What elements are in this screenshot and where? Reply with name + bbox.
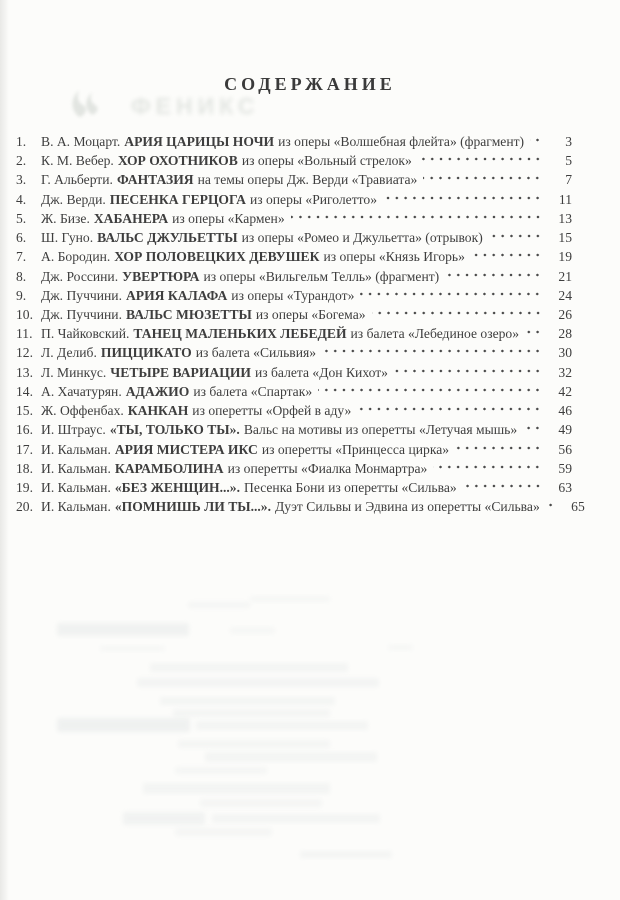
toc-entry	[16, 305, 572, 324]
entry-number: 16.	[16, 422, 33, 438]
dot-leader	[546, 501, 556, 511]
toc-entry	[16, 343, 572, 362]
entry-author: П. Чайковский.	[41, 326, 130, 342]
entry-text	[41, 228, 483, 247]
dot-leader	[360, 290, 543, 300]
entry-text	[41, 247, 465, 266]
entry-number: 11.	[16, 326, 33, 342]
entry-description: Дуэт Сильвы и Эдвина из оперетты «Сильва»	[275, 499, 540, 515]
entry-page-number: 32	[558, 364, 572, 380]
entry-piece-title: ЧЕТЫРЕ ВАРИАЦИИ	[110, 364, 251, 380]
entry-number: 17.	[16, 441, 33, 457]
entry-text	[41, 190, 377, 209]
toc-entry	[16, 401, 572, 420]
entry-text	[41, 267, 439, 286]
entry-piece-title: ВАЛЬС МЮЗЕТТЫ	[125, 306, 252, 322]
toc-entry	[16, 151, 572, 170]
entry-number: 9.	[16, 287, 27, 303]
entry-author: Дж. Россини.	[41, 268, 119, 284]
showthrough-line	[175, 767, 267, 774]
entry-author: Дж. Пуччини.	[41, 287, 122, 303]
entry-description: из оперы «Риголетто»	[249, 191, 378, 207]
entry-piece-title: АРИЯ МИСТЕРА ИКС	[114, 441, 258, 457]
dot-leader	[463, 482, 543, 492]
showthrough-line	[160, 697, 335, 705]
entry-text	[41, 324, 519, 343]
showthrough-line	[250, 596, 330, 602]
entry-description: Вальс на мотивы из оперетты «Летучая мышь»	[243, 422, 518, 438]
entry-text	[41, 363, 388, 382]
entry-description: из оперетты «Фиалка Монмартра»	[227, 460, 428, 476]
entry-page-number: 28	[558, 326, 572, 342]
entry-number: 4.	[16, 191, 27, 207]
showthrough-line	[100, 646, 165, 651]
entry-text	[41, 478, 457, 497]
showthrough-line	[205, 752, 377, 762]
entry-piece-title: КАНКАН	[127, 403, 189, 419]
entry-page-number: 42	[558, 383, 572, 399]
publisher-logo-icon	[66, 84, 106, 120]
entry-text	[41, 209, 285, 228]
entry-author: И. Кальман.	[41, 441, 111, 457]
entry-description: из балета «Спартак»	[193, 383, 313, 399]
entry-description: из оперы «Кармен»	[172, 210, 285, 226]
entry-text	[41, 343, 316, 362]
entry-piece-title: ХОР ПОЛОВЕЦКИХ ДЕВУШЕК	[114, 249, 320, 265]
toc-entry	[16, 209, 572, 228]
entry-page-number: 13	[558, 210, 572, 226]
toc-entry	[16, 190, 572, 209]
dot-leader	[394, 367, 543, 377]
entry-number: 18.	[16, 460, 33, 476]
toc-entry	[16, 363, 572, 382]
entry-piece-title: ХАБАНЕРА	[93, 210, 169, 226]
entry-number: 6.	[16, 230, 27, 246]
dot-leader	[322, 347, 543, 357]
showthrough-line	[123, 812, 205, 825]
entry-piece-title: УВЕРТЮРА	[122, 268, 200, 284]
showthrough-line	[57, 718, 190, 732]
showthrough-line	[175, 828, 272, 836]
entry-number: 3.	[16, 172, 27, 188]
showthrough-line	[388, 645, 413, 650]
dot-leader	[523, 424, 543, 434]
entry-piece-title: АРИЯ КАЛАФА	[125, 287, 228, 303]
entry-author: Дж. Верди.	[41, 191, 106, 207]
entry-description: из оперы «Волшебная флейта» (фрагмент)	[278, 134, 525, 149]
dot-leader	[383, 194, 543, 204]
entry-page-number: 15	[558, 230, 572, 246]
toc-entry	[16, 170, 572, 189]
dot-leader	[445, 271, 543, 281]
entry-text	[41, 497, 540, 516]
entry-page-number: 56	[558, 441, 572, 457]
entry-piece-title: ПЕСЕНКА ГЕРЦОГА	[109, 191, 246, 207]
showthrough-line	[143, 783, 330, 794]
entry-page-number: 21	[558, 268, 572, 284]
dot-leader	[525, 328, 543, 338]
entry-author: Ж. Оффенбах.	[41, 403, 124, 419]
entry-number: 12.	[16, 345, 33, 361]
publisher-watermark-text: ФЕНИКС	[131, 93, 260, 119]
entry-author: А. Бородин.	[41, 249, 111, 265]
showthrough-line	[178, 740, 330, 748]
toc-entry	[16, 478, 572, 497]
entry-author: В. А. Моцарт.	[41, 134, 121, 149]
showthrough-line	[57, 623, 189, 636]
entry-author: К. М. Вебер.	[41, 153, 114, 169]
entry-description: из балета «Лебединое озеро»	[350, 326, 519, 342]
toc-entry	[16, 132, 572, 151]
entry-description: на темы оперы Дж. Верди «Травиата»	[197, 172, 418, 188]
entry-text	[41, 151, 412, 170]
entry-piece-title: «БЕЗ ЖЕНЩИН...».	[114, 479, 240, 495]
dot-leader	[489, 232, 543, 242]
entry-text	[41, 170, 417, 189]
entry-author: Г. Альберти.	[41, 172, 113, 188]
toc-entry	[16, 267, 572, 286]
entry-piece-title: «ПОМНИШЬ ЛИ ТЫ...».	[114, 499, 272, 515]
entry-page-number: 30	[558, 345, 572, 361]
showthrough-line	[188, 602, 250, 608]
entry-number: 1.	[16, 134, 27, 149]
entry-number: 20.	[16, 499, 33, 515]
entry-author: Дж. Пуччини.	[41, 306, 122, 322]
entry-piece-title: АДАЖИО	[125, 383, 190, 399]
entry-description: из оперы «Ромео и Джульетта» (отрывок)	[241, 230, 483, 246]
entry-number: 14.	[16, 383, 33, 399]
dot-leader	[291, 213, 543, 223]
entry-author: И. Кальман.	[41, 460, 111, 476]
entry-text	[41, 459, 427, 478]
toc-entry	[16, 420, 572, 439]
toc-entry	[16, 459, 572, 478]
dot-leader	[471, 251, 543, 261]
entry-page-number: 49	[558, 422, 572, 438]
entry-number: 15.	[16, 403, 33, 419]
entry-number: 10.	[16, 306, 33, 322]
dot-leader	[418, 155, 543, 165]
toc-entry	[16, 382, 572, 401]
entry-page-number: 46	[558, 403, 572, 419]
toc-entry	[16, 497, 585, 516]
entry-text	[41, 305, 366, 324]
entry-description: из оперы «Вильгельм Телль» (фрагмент)	[203, 268, 440, 284]
entry-piece-title: «ТЫ, ТОЛЬКО ТЫ».	[109, 422, 240, 438]
entry-text	[41, 440, 449, 459]
entry-page-number: 7	[565, 172, 572, 188]
page-title: СОДЕРЖАНИЕ	[224, 74, 396, 95]
dot-leader	[455, 444, 543, 454]
entry-description: из оперетты «Орфей в аду»	[192, 403, 352, 419]
toc-list	[16, 132, 585, 516]
entry-page-number: 63	[558, 479, 572, 495]
toc-entry	[16, 228, 572, 247]
entry-description: из оперы «Богема»	[255, 306, 366, 322]
entry-page-number: 11	[558, 191, 572, 207]
dot-leader	[318, 386, 543, 396]
dot-leader	[372, 309, 543, 319]
entry-author: И. Кальман.	[41, 499, 111, 515]
entry-piece-title: КАРАМБОЛИНА	[114, 460, 224, 476]
entry-text	[41, 132, 524, 151]
entry-number: 5.	[16, 210, 27, 226]
showthrough-line	[230, 627, 275, 634]
entry-description: из балета «Дон Кихот»	[254, 364, 388, 380]
dot-leader	[423, 174, 543, 184]
entry-text	[41, 420, 517, 439]
entry-author: Л. Минкус.	[41, 364, 107, 380]
entry-piece-title: ТАНЕЦ МАЛЕНЬКИХ ЛЕБЕДЕЙ	[133, 326, 347, 342]
entry-text	[41, 401, 351, 420]
entry-author: А. Хачатурян.	[41, 383, 122, 399]
entry-author: И. Штраус.	[41, 422, 106, 438]
entry-page-number: 19	[558, 249, 572, 265]
dot-leader	[530, 136, 543, 146]
entry-text	[41, 382, 312, 401]
toc-entry	[16, 324, 572, 343]
entry-number: 8.	[16, 268, 27, 284]
entry-number: 2.	[16, 153, 27, 169]
toc-entry	[16, 286, 572, 305]
entry-page-number: 59	[558, 460, 572, 476]
entry-author: Ш. Гуно.	[41, 230, 94, 246]
showthrough-line	[196, 721, 368, 730]
entry-piece-title: ФАНТАЗИЯ	[116, 172, 194, 188]
entry-page-number: 24	[558, 287, 572, 303]
entry-number: 19.	[16, 479, 33, 495]
dot-leader	[433, 463, 543, 473]
dot-leader	[357, 405, 543, 415]
showthrough-line	[212, 814, 380, 823]
entry-author: Л. Делиб.	[41, 345, 97, 361]
entry-piece-title: ВАЛЬС ДЖУЛЬЕТТЫ	[97, 230, 238, 246]
entry-page-number: 5	[565, 153, 572, 169]
toc-entry	[16, 247, 572, 266]
entry-number: 7.	[16, 249, 27, 265]
showthrough-line	[137, 678, 379, 687]
entry-piece-title: АРИЯ ЦАРИЦЫ НОЧИ	[124, 134, 275, 149]
showthrough-line	[150, 663, 348, 672]
showthrough-line	[300, 851, 392, 858]
entry-page-number: 3	[565, 134, 572, 149]
toc-entry	[16, 440, 572, 459]
entry-page-number: 26	[558, 306, 572, 322]
entry-text	[41, 286, 354, 305]
showthrough-line	[200, 799, 322, 807]
entry-piece-title: ПИЦЦИКАТО	[100, 345, 192, 361]
showthrough-line	[173, 709, 330, 717]
entry-author: И. Кальман.	[41, 479, 111, 495]
entry-description: из балета «Сильвия»	[195, 345, 317, 361]
entry-description: из оперы «Князь Игорь»	[323, 249, 465, 265]
entry-number: 13.	[16, 364, 33, 380]
entry-author: Ж. Бизе.	[41, 210, 90, 226]
entry-description: из оперы «Вольный стрелок»	[241, 153, 412, 169]
entry-description: из оперы «Турандот»	[231, 287, 355, 303]
entry-piece-title: ХОР ОХОТНИКОВ	[117, 153, 238, 169]
entry-description: из оперетты «Принцесса цирка»	[261, 441, 450, 457]
entry-page-number: 65	[571, 499, 585, 515]
entry-description: Песенка Бони из оперетты «Сильва»	[244, 479, 457, 495]
